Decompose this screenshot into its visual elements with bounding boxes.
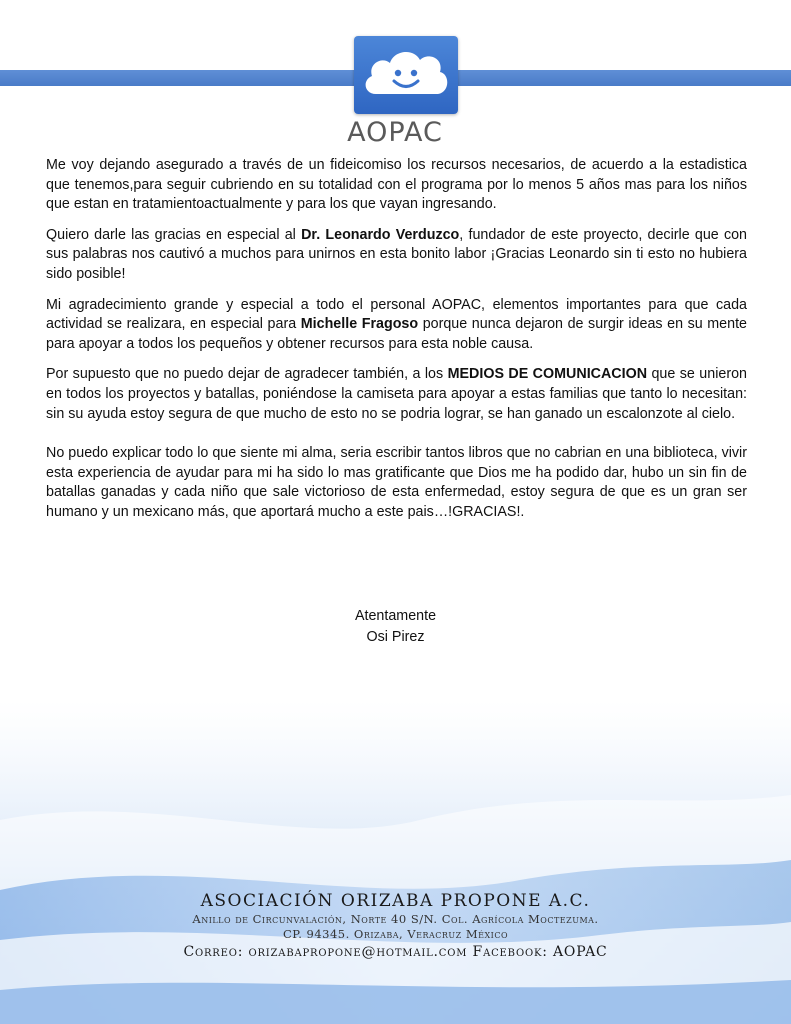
paragraph-3-text: Mi agradecimiento grande y especial a todo el personal AOPAC, elementos importantes para que cada actividad se realizara, en especial para xyxy=(46,296,747,333)
aopac-logo xyxy=(354,36,458,114)
staff-name: Michelle Fragoso xyxy=(300,316,419,333)
signature-name: Osi Pirez xyxy=(366,629,425,645)
media-label: MEDIOS DE COMUNICACION xyxy=(447,366,648,383)
paragraph-3 xyxy=(46,296,747,355)
paragraph-3-text-end: porque nunca dejaron de surgir ideas en su mente para apoyar a todos los pequeños y obtener recursos para esta noble causa. xyxy=(46,316,747,352)
paragraph-2-text: Quiero darle las gracias en especial al xyxy=(46,226,302,243)
closing-text: Atentamente xyxy=(354,608,437,624)
paragraph-4-text: Por supuesto que no puedo dejar de agradecer también, a los xyxy=(46,366,448,383)
founder-name: Dr. Leonardo Verduzco xyxy=(301,226,460,243)
footer xyxy=(0,890,791,962)
paragraph-4 xyxy=(46,365,747,424)
paragraph-2-text-end: , fundador de este proyecto, decirle que con sus palabras nos cautivó a muchos para unirnos en esta bonito labor ¡Gracias Leonardo sin ti esto no hubiera sido posible! xyxy=(46,226,747,282)
contact-info: Correo: orizabapropone@hotmail.com Facebook: AOPAC xyxy=(183,944,608,960)
paragraph-5: No puedo explicar todo lo que siente mi alma, seria escribir tantos libros que no cabrian en una biblioteca, vivir esta experiencia de ayudar para mi ha sido lo mas gratificante que Dios me ha podido dar, hubo un sin fin de batallas ganadas y cada niño que sale victorioso de esta enfermedad, estoy segura de que es un gran ser humano y un mexicano más, que aportará mucho a este pais…!GRACIAS!. xyxy=(46,445,747,520)
address-line-2: CP. 94345. Orizaba, Veracruz México xyxy=(282,927,509,941)
signature-block xyxy=(0,606,791,648)
organization-name: ASOCIACIÓN ORIZABA PROPONE A.C. xyxy=(200,891,591,911)
footer-wave-decoration xyxy=(0,700,791,1024)
address-line-1: Anillo de Circunvalación, Norte 40 S/N. Col. Agrícola Moctezuma. xyxy=(192,912,599,926)
letter-body xyxy=(46,156,747,534)
logo-text: AOPAC xyxy=(347,117,443,148)
paragraph-2 xyxy=(46,226,747,285)
cloud-smile-icon xyxy=(354,36,458,114)
paragraph-1: Me voy dejando asegurado a través de un fideicomiso los recursos necesarios, de acuerdo a la estadistica que tenemos,para seguir cubriendo en su totalidad con el programa por lo menos 5 años mas para los niños que estan en tratamientoactualmente y para los que vayan ingresando. xyxy=(46,157,747,213)
paragraph-4-text-end: que se unieron en todos los proyectos y batallas, poniéndose la camiseta para apoyar a estas familias que tanto lo necesitan: sin su ayuda estoy segura de que mucho de esto no se podria lograr, se han ganado un escalonzote al cielo. xyxy=(46,366,747,422)
